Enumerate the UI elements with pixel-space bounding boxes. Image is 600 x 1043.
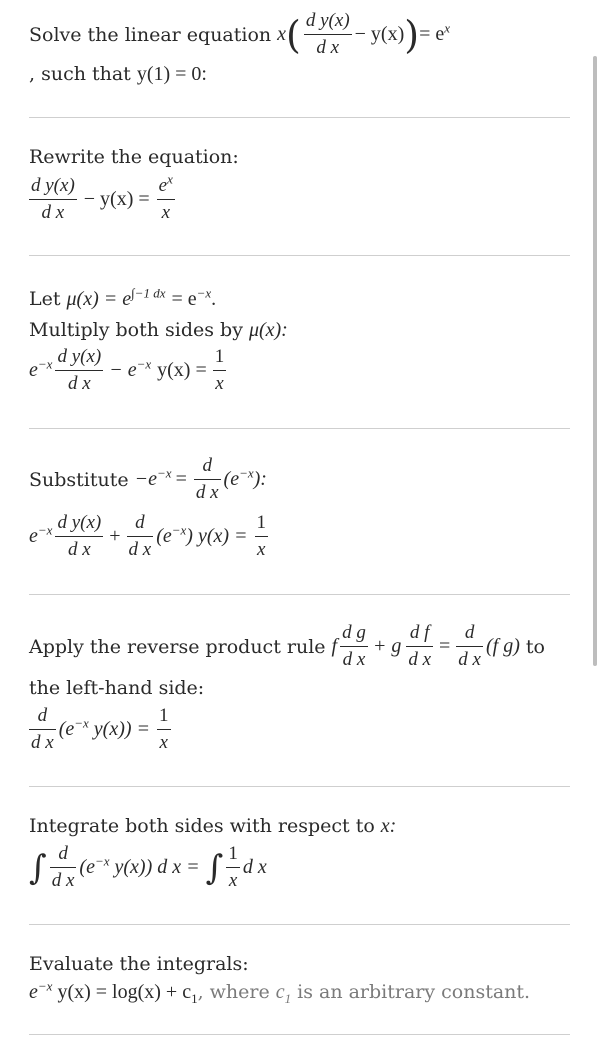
divider: [29, 1034, 570, 1035]
step-integrated-equation: ∫ $\frac{d}{\text{d x}}$ ($e^{-x}$ y(x)) d x = ∫ $\frac{1}{x}$ d x: [29, 843, 267, 891]
integrated-dx: d x: [242, 856, 267, 878]
sub-rhs-den: x: [257, 539, 266, 560]
let-label: Let: [29, 288, 61, 310]
problem-x: x: [277, 23, 287, 45]
rewrite-rhs-den: x: [161, 202, 170, 223]
apply-fg: (f g): [485, 635, 520, 657]
multiplied-minus: − $e^{-x}$: [109, 356, 152, 381]
rewrite-derivative: [29, 175, 77, 224]
sub-d2-den: d x: [128, 539, 152, 560]
step-let-mu: [29, 284, 217, 311]
applied-rhs: [157, 705, 171, 754]
apply-dg: [340, 622, 368, 671]
applied-d-num: d: [37, 705, 48, 726]
step-apply-rule: [29, 622, 545, 671]
problem-derivative-num: d y(x): [305, 10, 350, 31]
apply-dg-num: d g: [342, 622, 366, 643]
sub-d-operator: [127, 512, 154, 561]
sub-den: d x: [67, 539, 91, 560]
multiplied-derivative: [55, 346, 103, 395]
substitute-neg-e: $-e^{-x}$: [134, 465, 172, 490]
step-multiplied-equation: [29, 346, 229, 395]
rewrite-num: d y(x): [31, 175, 75, 196]
rewrite-den: d x: [41, 202, 65, 223]
sub-rhs: [255, 512, 269, 561]
divider: [29, 594, 570, 595]
mu-result: = $e^{-x}$.: [171, 284, 217, 310]
rewrite-mid: − y(x) =: [83, 188, 150, 210]
factor-e: $e^{-x}$: [29, 356, 53, 381]
multiplied-rhs-num: 1: [214, 346, 225, 367]
step-applied-equation: [29, 705, 174, 754]
apply-d-num: d: [464, 622, 475, 643]
sub-rhs-num: 1: [256, 512, 267, 533]
multiplied-y: y(x) =: [157, 359, 207, 381]
integrate-var: x:: [380, 814, 397, 837]
divider: [29, 428, 570, 429]
sub-derivative: [55, 512, 103, 561]
applied-rhs-den: x: [159, 732, 168, 753]
substitute-d-den: d x: [195, 482, 219, 503]
step-rewrite-equation: [29, 171, 178, 224]
step-substituted-equation: [29, 512, 271, 561]
rewrite-rhs: [157, 171, 175, 224]
sub-plus: +: [109, 525, 121, 547]
substitute-arg: $(e^{-x})$:: [223, 465, 267, 490]
apply-dg-den: d x: [342, 649, 366, 670]
apply-f: f: [331, 635, 338, 657]
apply-to: to: [525, 635, 545, 658]
divider: [29, 786, 570, 787]
sub-num: d y(x): [57, 512, 102, 533]
result-eq: $y(x) = \log(x) + c_1$: [57, 980, 198, 1006]
apply-eq: =: [439, 635, 451, 657]
step-integrate-heading: [29, 814, 396, 838]
applied-rhs-num: 1: [159, 705, 169, 726]
condition-value: y(1) = 0:: [136, 62, 207, 85]
applied-d-den: d x: [31, 732, 54, 753]
applied-arg: ($e^{-x}$ y(x)) =: [58, 715, 151, 740]
divider: [29, 924, 570, 925]
problem-statement: Solve the linear equation x ( $\frac{\text{d y(x)}}{\text{d x}}$ − y(x) ) = $e^x$: [29, 10, 451, 58]
multiplied-rhs: [213, 346, 227, 395]
substitute-eq: =: [175, 468, 187, 490]
integrated-d: [50, 843, 77, 892]
divider: [29, 255, 570, 256]
integrated-rhs-den: x: [228, 870, 238, 891]
apply-df-num: d f: [409, 622, 430, 643]
problem-derivative: [304, 10, 352, 59]
problem-condition: [29, 62, 207, 86]
result-constant: $c_1$: [275, 980, 292, 1006]
mu-def: $\mu(x) = e^{\int-1 dx}$: [66, 284, 166, 310]
divider: [29, 117, 570, 118]
multiply-mu: μ(x):: [248, 318, 288, 341]
integrated-d-num: d: [58, 843, 68, 864]
problem-rhs: = $e^x$: [419, 20, 451, 45]
substitute-derivative: [194, 455, 221, 504]
integrated-rhs-num: 1: [228, 843, 238, 864]
integrated-rhs: [226, 843, 240, 892]
integrate-text: Integrate both sides with respect to: [29, 815, 375, 837]
multiplied-den: d x: [67, 373, 91, 394]
apply-d: [456, 622, 483, 671]
apply-df-den: d x: [408, 649, 432, 670]
condition-prefix: , such that: [29, 63, 131, 85]
apply-text: Apply the reverse product rule: [29, 635, 326, 658]
apply-df: [406, 622, 433, 671]
sub-arg: $(e^{-x}) y(x)$ =: [156, 522, 248, 547]
step-substitute: [29, 455, 267, 504]
sub-d2-num: d: [135, 512, 145, 533]
apply-lhs-text: the left-hand side:: [29, 677, 205, 699]
rewrite-rhs-num: $e^x$: [158, 171, 173, 196]
multiplied-rhs-den: x: [215, 373, 224, 394]
problem-minus-y: − y(x): [354, 23, 405, 45]
integrated-d-den: d x: [51, 870, 75, 891]
step-evaluate-result: [29, 977, 531, 1006]
result-e: $e^{-x}$: [29, 977, 53, 1003]
apply-plus-g: + g: [372, 635, 402, 657]
sub-factor-e: $e^{-x}$: [29, 522, 53, 547]
problem-intro: Solve the linear equation: [29, 23, 272, 46]
scrollbar[interactable]: [593, 56, 597, 666]
multiplied-num: d y(x): [57, 346, 102, 367]
step-rewrite-heading: Rewrite the equation:: [29, 146, 239, 168]
result-comment: , where: [197, 981, 270, 1003]
step-multiply: [29, 318, 288, 342]
applied-d: [29, 705, 56, 754]
integrated-arg: ($e^{-x}$ y(x)) d x =: [79, 853, 200, 878]
apply-d-den: d x: [458, 649, 481, 670]
step-evaluate-heading: Evaluate the integrals:: [29, 953, 249, 975]
multiply-text: Multiply both sides by: [29, 319, 243, 341]
substitute-d-num: d: [202, 455, 212, 476]
result-comment-end: is an arbitrary constant.: [297, 981, 531, 1003]
substitute-text: Substitute: [29, 468, 129, 491]
problem-derivative-den: d x: [316, 37, 340, 58]
